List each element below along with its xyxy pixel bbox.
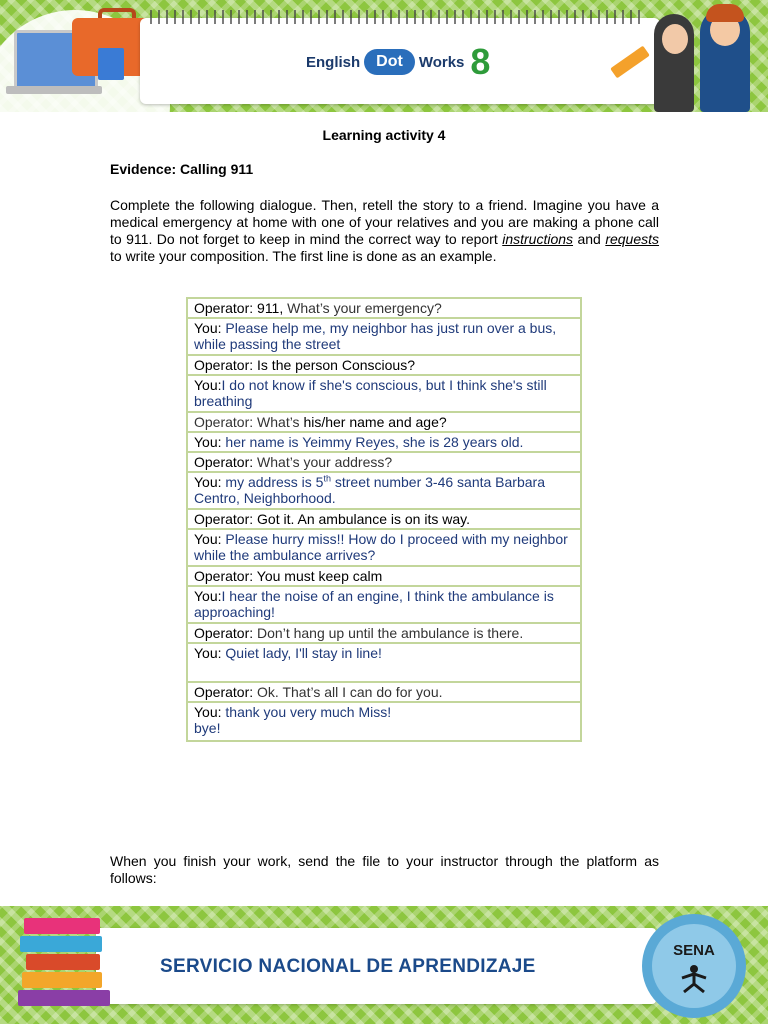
dialogue-row [188,473,580,510]
speaker-label: You: [194,645,226,661]
dialogue-row [188,319,580,356]
book-icon [20,936,102,952]
instructions-paragraph [110,197,659,265]
speaker-label: You: [194,377,222,393]
speaker-label: Operator: Got it. An ambulance is on its way. [194,511,470,527]
speaker-label: Operator: [194,684,258,700]
english-dot-works-logo [306,41,491,82]
dialogue-text: Ok. That’s all I can do for you. [257,684,443,700]
page-title: Learning activity 4 [322,127,446,143]
dialogue-row [188,530,580,567]
dialogue-row [188,376,580,413]
logo-dot: Dot [364,49,415,75]
speaker-label: You: [194,704,226,720]
sena-logo-icon [680,964,708,994]
dialogue-text: street number 3-46 santa Barbara Centro, Neighborhood. [194,474,545,506]
book-icon [22,972,102,988]
dialogue-text: her name is Yeimmy Reyes, she is 28 years old. [225,434,524,450]
dialogue-row [188,433,580,453]
notebook-spiral [150,10,640,24]
dialogue-table [186,297,582,742]
book-icon [24,918,100,934]
student-girl-face [662,24,688,54]
speaker-label: You: [194,434,226,450]
dialogue-text: bye! [194,720,221,736]
logo-works: Works [418,53,465,71]
books-stack-icon [18,916,118,1016]
evidence-heading: Evidence: Calling 911 [110,161,254,177]
dialogue-row [188,567,580,587]
dialogue-text: What’s your address? [257,454,393,470]
dialogue-row [188,587,580,624]
book-icon [18,990,110,1006]
organization-name: SERVICIO NACIONAL DE APRENDIZAJE [160,956,536,977]
dialogue-text: I hear the noise of an engine, I think the ambulance is approaching! [194,588,554,620]
speaker-label: Operator: What’s [194,414,304,430]
ordinal-suffix: th [323,473,331,484]
dialogue-row [188,356,580,376]
speaker-label: You: [194,531,226,547]
logo-number: 8 [470,41,491,82]
dialogue-row [188,683,580,703]
student-boy-hair [706,4,744,22]
speaker-label: You: [194,320,226,336]
book-icon [26,954,100,970]
dialogue-text: thank you very much Miss! [225,704,392,720]
dialogue-row [188,624,580,644]
students-illustration [640,0,768,112]
footer-banner [0,906,768,1024]
closing-paragraph: When you finish your work, send the file to your instructor through the platform as follows: [110,853,659,886]
dialogue-row [188,299,580,319]
pencil-cup-icon [98,48,124,80]
laptop-base-icon [6,86,102,94]
speaker-label: You: [194,474,226,490]
dialogue-text: What’s your emergency? [287,300,442,316]
dialogue-row [188,703,580,740]
dialogue-text: Don’t hang up until the ambulance is there. [257,625,524,641]
dialogue-text: Quiet lady, I'll stay in line! [225,645,382,661]
dialogue-text: my address is 5 [225,474,324,490]
speaker-label: Operator: Is the person Conscious? [194,357,416,373]
dialogue-row [188,510,580,530]
intro-text-2: to write your composition. The first line is done as an example. [110,248,497,264]
dialogue-row [188,453,580,473]
keyword-requests: requests [605,231,660,247]
speaker-label: You: [194,588,222,604]
dialogue-row [188,413,580,433]
speaker-label: Operator: 911, [194,300,288,316]
header-banner [0,0,768,112]
speaker-label: Operator: You must keep calm [194,568,383,584]
dialogue-text: his/her name and age? [303,414,447,430]
intro-text-1: Complete the following dialogue. Then, retell the story to a friend. Imagine you have a medical emergency at home with one of your relatives and you are making a phone call to 911. Do not forget to keep in mind the correct way to report [110,197,659,247]
dialogue-text: Please hurry miss!! How do I proceed with my neighbor while the ambulance arrives? [194,531,568,563]
logo-english: English [306,53,361,71]
intro-and: and [573,231,606,247]
speaker-label: Operator: [194,625,258,641]
keyword-instructions: instructions [502,231,574,247]
sena-logo-text: SENA [673,942,715,959]
dialogue-row [188,644,580,683]
dialogue-text: Please help me, my neighbor has just run over a bus, while passing the street [194,320,557,352]
speaker-label: Operator: [194,454,258,470]
dialogue-text: I do not know if she's conscious, but I think she's still breathing [194,377,547,409]
